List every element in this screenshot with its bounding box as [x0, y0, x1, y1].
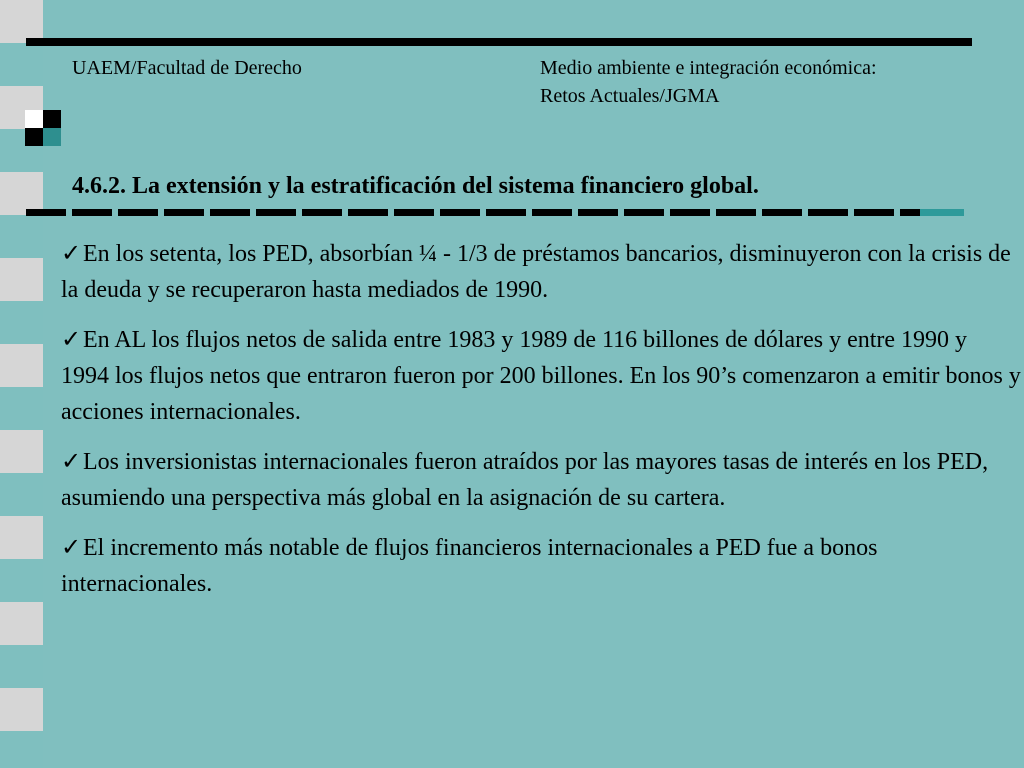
- bullet-item: [61, 444, 1021, 516]
- checkmark-icon: ✓: [61, 327, 82, 353]
- checkmark-icon: ✓: [61, 535, 82, 561]
- top-rule: [26, 38, 972, 46]
- header-course-line-1: Medio ambiente e integración económica:: [540, 57, 877, 79]
- bullet-item: [61, 322, 1021, 430]
- header-course: [540, 54, 877, 110]
- bullet-text: En los setenta, los PED, absorbían ¼ - 1/3 de préstamos bancarios, disminuyeron con la crisis de la deuda y se recuperaron hasta mediados de 1990.: [61, 241, 1011, 303]
- logo-square-bottom-left: [25, 128, 43, 146]
- checkmark-icon: ✓: [61, 449, 82, 475]
- slide-title: 4.6.2. La extensión y la estratificación del sistema financiero global.: [72, 173, 759, 199]
- logo-square-top-left: [25, 110, 43, 128]
- bullet-list: [61, 236, 1021, 616]
- logo-square-top-right: [43, 110, 61, 128]
- checkmark-icon: ✓: [61, 241, 82, 267]
- header-institution: UAEM/Facultad de Derecho: [72, 57, 302, 79]
- bullet-item: [61, 236, 1021, 308]
- bullet-item: [61, 530, 1021, 602]
- checker-logo: [25, 110, 61, 146]
- bullet-text: El incremento más notable de flujos financieros internacionales a PED fue a bonos internacionales.: [61, 535, 878, 597]
- logo-square-bottom-right: [43, 128, 61, 146]
- bullet-text: En AL los flujos netos de salida entre 1983 y 1989 de 116 billones de dólares y entre 1990 y 1994 los flujos netos que entraron fueron por 200 billones. En los 90’s comenzaron a emitir bonos y acciones internacionales.: [61, 327, 1021, 425]
- header-course-line-2: Retos Actuales/JGMA: [540, 85, 720, 107]
- bullet-text: Los inversionistas internacionales fueron atraídos por las mayores tasas de interés en los PED, asumiendo una perspectiva más global en la asignación de su cartera.: [61, 449, 989, 511]
- dashed-divider: [26, 209, 964, 216]
